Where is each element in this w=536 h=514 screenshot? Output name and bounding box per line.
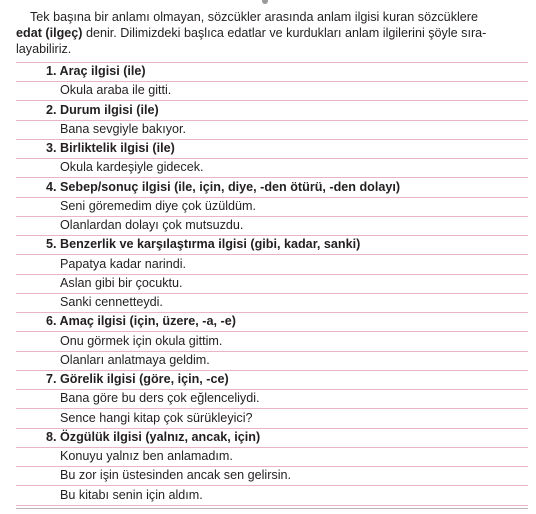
- example-sentence: Bana sevgiyle bakıyor.: [60, 121, 187, 136]
- ruled-line: [16, 274, 528, 275]
- ruled-line: [16, 466, 528, 467]
- example-sentence: Sanki cennetteydi.: [60, 295, 163, 309]
- ruled-line: [16, 254, 528, 255]
- ruled-line: [16, 485, 528, 486]
- ruled-line: [16, 177, 528, 178]
- ruled-line: [16, 505, 528, 506]
- ruled-line: [16, 408, 528, 409]
- ruled-line: [16, 447, 528, 448]
- ruled-line: [16, 351, 528, 352]
- example-sentence: Bana göre bu ders çok eğlenceliydi.: [60, 391, 260, 406]
- example-sentence: Okula araba ile gitti.: [60, 83, 172, 98]
- section-heading: 8. Özgülük ilgisi (yalnız, ancak, için): [46, 429, 261, 444]
- intro-line-2: denir. Dilimizdeki başlıca edatlar ve kurdukları anlam ilgilerini şöyle sıra-: [82, 26, 487, 40]
- ruled-line: [16, 197, 528, 198]
- ruled-line: [16, 120, 528, 121]
- section-heading: 5. Benzerlik ve karşılaştırma ilgisi (gibi, kadar, sanki): [46, 237, 361, 252]
- page-marker: [262, 0, 268, 4]
- example-sentence: Papatya kadar narindi.: [60, 256, 187, 271]
- intro-paragraph: [16, 9, 520, 57]
- ruled-line: [16, 331, 528, 332]
- example-sentence: Sence hangi kitap çok sürükleyici?: [60, 410, 253, 425]
- ruled-line: [16, 312, 528, 313]
- example-sentence: Onu görmek için okula gittim.: [60, 333, 223, 348]
- section-heading: 1. Araç ilgisi (ile): [46, 64, 146, 78]
- section-heading: 2. Durum ilgisi (ile): [46, 102, 159, 117]
- example-sentence: Seni göremedim diye çok üzüldüm.: [60, 198, 256, 213]
- ruled-line: [16, 428, 528, 429]
- intro-line-3: layabiliriz.: [16, 42, 72, 56]
- example-sentence: Bu kitabı senin için aldım.: [60, 487, 203, 502]
- bottom-divider: [16, 508, 528, 509]
- example-sentence: Konuyu yalnız ben anlamadım.: [60, 449, 233, 463]
- intro-term: edat (ilgeç): [16, 26, 83, 40]
- section-heading: 4. Sebep/sonuç ilgisi (ile, için, diye, -den ötürü, -den dolayı): [46, 179, 401, 194]
- example-sentence: Olanları anlatmaya geldim.: [60, 352, 210, 367]
- example-sentence: Olanlardan dolayı çok mutsuzdu.: [60, 218, 244, 232]
- ruled-line: [16, 62, 528, 63]
- example-sentence: Okula kardeşiyle gidecek.: [60, 160, 204, 175]
- ruled-line: [16, 100, 528, 101]
- ruled-line: [16, 81, 528, 82]
- ruled-line: [16, 139, 528, 140]
- section-heading: 3. Birliktelik ilgisi (ile): [46, 141, 175, 155]
- ruled-line: [16, 370, 528, 371]
- example-sentence: Aslan gibi bir çocuktu.: [60, 275, 183, 290]
- ruled-line: [16, 235, 528, 236]
- intro-line-1: Tek başına bir anlamı olmayan, sözcükler arasında anlam ilgisi kuran sözcüklere: [30, 10, 478, 24]
- section-heading: 7. Görelik ilgisi (göre, için, -ce): [46, 372, 229, 386]
- ruled-line: [16, 389, 528, 390]
- ruled-line: [16, 158, 528, 159]
- ruled-line: [16, 216, 528, 217]
- ruled-line: [16, 293, 528, 294]
- example-sentence: Bu zor işin üstesinden ancak sen gelirsin.: [60, 468, 292, 483]
- section-heading: 6. Amaç ilgisi (için, üzere, -a, -e): [46, 314, 236, 329]
